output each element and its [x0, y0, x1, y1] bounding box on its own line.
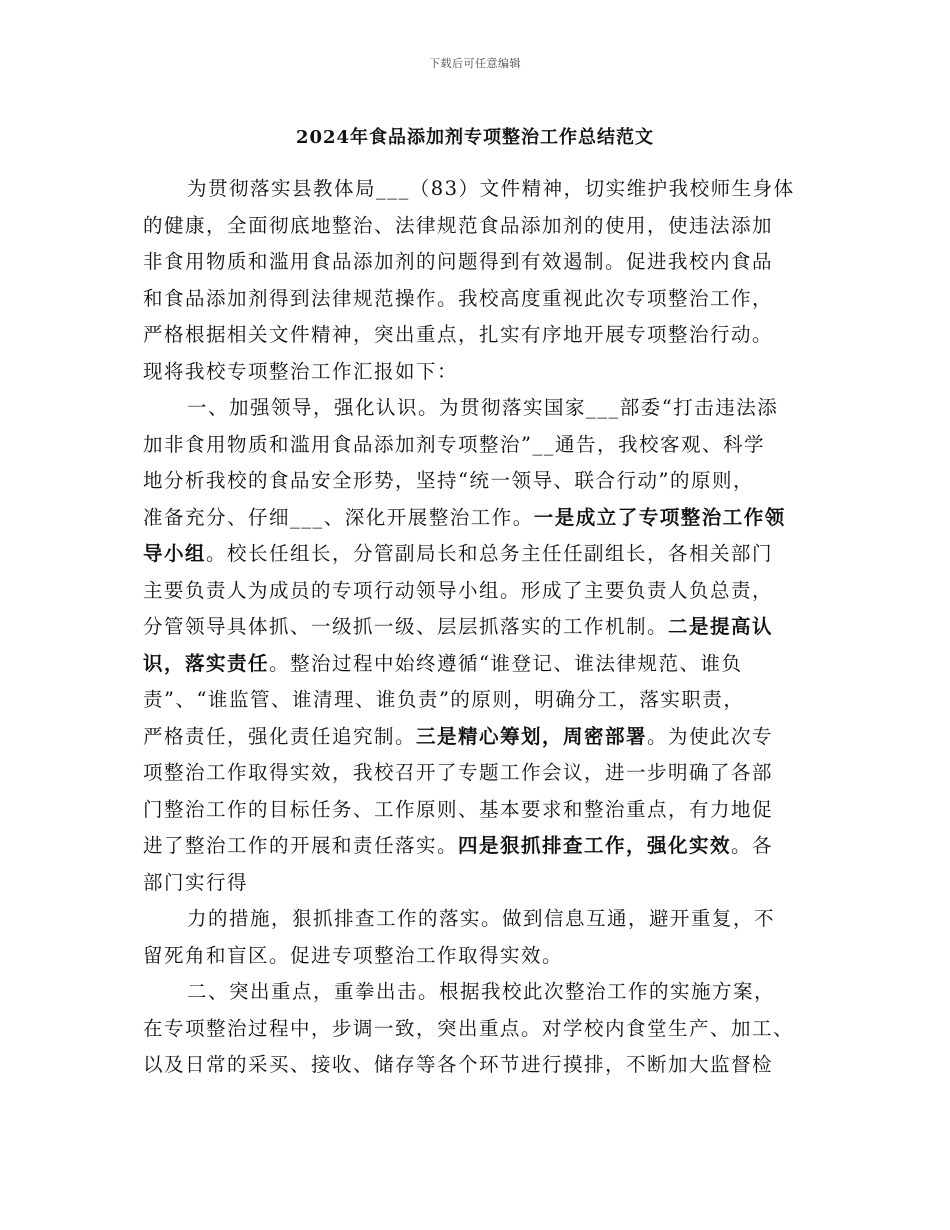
text-segment: ___ [290, 505, 324, 529]
text-line [143, 390, 815, 427]
text-segment: 留死角和盲区。促进专项整治工作取得实效。 [143, 943, 564, 967]
text-line [143, 682, 815, 719]
text-line [143, 281, 815, 318]
text-line [143, 244, 815, 281]
text-line [143, 609, 815, 646]
text-segment: 主要负责人为成员的专项行动领导小组。形成了主要负责人负总责， [143, 578, 774, 602]
text-line [143, 865, 815, 902]
text-line [143, 974, 815, 1011]
text-segment: __ [532, 432, 555, 456]
text-line [143, 719, 815, 756]
text-line [143, 573, 815, 610]
text-segment: ___ [586, 396, 620, 419]
text-segment: 。为使此次专 [647, 724, 774, 748]
text-line [143, 792, 815, 829]
text-segment: ___ [376, 177, 410, 200]
text-line [143, 500, 815, 537]
text-segment: 通告，我校客观、科学 [554, 432, 765, 456]
bold-phrase: 导小组 [143, 542, 207, 565]
bold-phrase: 识，落实责任 [143, 651, 270, 675]
text-line [143, 171, 815, 208]
text-line [143, 208, 815, 245]
text-line [143, 536, 815, 573]
text-segment: 部门实行得 [143, 870, 249, 894]
text-segment: 非食用物质和滥用食品添加剂的问题得到有效遏制。促进我校内食品 [143, 250, 774, 273]
bold-phrase: 四是狠抓排查工作，强化实效 [458, 834, 732, 857]
document-title: 2024年食品添加剂专项整治工作总结范文 [295, 127, 655, 148]
bold-phrase: 一是成立了专项整治工作领 [533, 505, 786, 529]
text-segment: 。各 [731, 834, 774, 857]
text-line [143, 938, 815, 975]
text-line [143, 427, 815, 464]
text-segment: 分管领导具体抓、一级抓一级、层层抓落实的工作机制。 [143, 615, 669, 638]
text-segment: 加非食用物质和滥用食品添加剂专项整治” [143, 432, 533, 456]
text-line [143, 1011, 815, 1048]
text-segment: 门整治工作的目标任务、工作原则、基本要求和整治重点，有力地促 [143, 797, 774, 821]
text-line [143, 1047, 815, 1084]
text-segment: 项整治工作取得实效，我校召开了专题工作会议，进一步明确了各部 [143, 761, 774, 784]
text-line [143, 463, 815, 500]
text-segment: 责”、“谁监管、谁清理、谁负责”的原则，明确分工，落实职责， [143, 688, 745, 711]
text-segment: 以及日常的采买、接收、储存等各个环节进行摸排，不断加大监督检 [143, 1053, 774, 1076]
text-segment: 部委“打击违法添 [619, 396, 779, 419]
text-segment: 。校长任组长，分管副局长和总务主任任副组长，各相关部门 [206, 542, 774, 565]
text-segment: （83）文件精神，切实维护我校师生身体 [409, 177, 795, 200]
text-line [143, 755, 815, 792]
bold-phrase: 二是提高认 [668, 615, 774, 638]
text-segment: 力的措施，狠抓排查工作的落实。做到信息互通，避开重复，不 [187, 907, 776, 930]
text-line [143, 901, 815, 938]
text-segment: 的健康，全面彻底地整治、法律规范食品添加剂的使用，使违法添加 [143, 213, 774, 237]
text-segment: 一、加强领导，强化认识。为贯彻落实国家 [187, 396, 587, 419]
text-segment: 为贯彻落实县教体局 [187, 177, 377, 200]
document-body [143, 171, 815, 1084]
text-line [143, 646, 815, 683]
text-segment: 进了整治工作的开展和责任落实。 [143, 834, 459, 857]
text-segment: 地分析我校的食品安全形势，坚持“统一领导、联合行动”的原则， [143, 469, 754, 492]
text-segment: 。整治过程中始终遵循“谁登记、谁法律规范、谁负 [269, 651, 743, 675]
bold-phrase: 三是精心筹划，周密部署 [416, 724, 648, 748]
text-segment: 、深化开展整治工作。 [323, 505, 534, 529]
text-line [143, 317, 815, 354]
text-segment: 二、突出重点，重拳出击。根据我校此次整治工作的实施方案， [187, 980, 776, 1003]
text-segment: 准备充分、仔细 [143, 505, 291, 529]
text-segment: 严格责任，强化责任追究制。 [143, 724, 417, 748]
text-line [143, 354, 815, 391]
text-segment: 严格根据相关文件精神，突出重点，扎实有序地开展专项整治行动。 [143, 323, 774, 346]
text-line [143, 828, 815, 865]
page-header-note: 下载后可任意编辑 [429, 57, 521, 70]
text-segment: 在专项整治过程中，步调一致，突出重点。对学校内食堂生产、加工、 [143, 1016, 795, 1040]
text-segment: 和食品添加剂得到法律规范操作。我校高度重视此次专项整治工作， [143, 286, 774, 310]
text-segment: 现将我校专项整治工作汇报如下： [143, 359, 459, 383]
